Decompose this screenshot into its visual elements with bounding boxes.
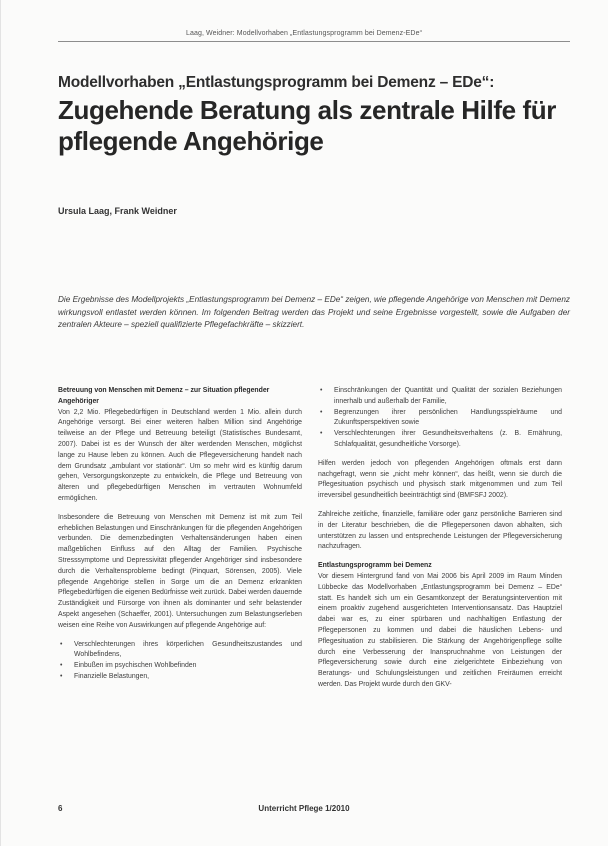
paragraph: Hilfen werden jedoch von pflegenden Angehörigen oftmals erst dann nachgefragt, wenn sie „nicht mehr können“, das heißt, wenn sie durch die Pflegesituation psychisch und physisch stark mitgenommen und zum Teil irreversibel gesundheitlich beeinträchtigt sind (BMFSFJ 2002). [318, 459, 562, 500]
left-column [58, 386, 302, 691]
page-number: 6 [58, 804, 63, 813]
paragraph: Zahlreiche zeitliche, finanzielle, familiäre oder ganz persönliche Barrieren sind in der Literatur beschrieben, die die Pflegepersonen davon abhalten, sich unterstützen zu lassen und entsprechende Leistungen der Pflegeversicherung nachzufragen. [318, 510, 562, 551]
list-item: • Begrenzungen ihrer persönlichen Handlungsspielräume und Zukunftsperspektiven sowie [318, 408, 562, 430]
section-heading-program: Entlastungsprogramm bei Demenz [318, 562, 432, 570]
header-rule [58, 41, 570, 42]
article-title: Zugehende Beratung als zentrale Hilfe für pflegende Angehörige [58, 95, 556, 156]
paragraph: Insbesondere die Betreuung von Menschen mit Demenz ist mit zum Teil erheblichen Belastungen und Einschränkungen für die pflegenden Angehörigen verbunden. Die demenzbedingten Verhaltensänderungen haben einen maßgeblichen Einfluss auf den Alltag der Familien. Psychische Stresssymptome und Depressivität pflegender Angehöriger sind insbesondere durch die Verhaltensprobleme bedingt (Pinquart, Sörensen, 2005). Viele pflegende Angehörige stellen in Sorge um die an Demenz erkrankten Pflegebedürftigen die eigenen Bedürfnisse weit zurück. Dabei werden dauernde Zuständigkeit und Fürsorge von ihnen als dominanter und sehr belastender Aspekt angesehen (Schaeffer, 2001). Untersuchungen zum Belastungserleben weisen eine Reihe von Auswirkungen auf pflegende Angehörige auf: [58, 513, 302, 629]
list-item: • Finanzielle Belastungen, [58, 672, 302, 683]
paragraph: Von 2,2 Mio. Pflegebedürftigen in Deutschland werden 1 Mio. allein durch Angehörige versorgt. Bei einer weiteren halben Million sind Angehörige teilweise an der Pflege und Betreuung beteiligt (Statistisches Bundesamt, 2007). Dabei ist es der Wunsch der älter werdenden Menschen, möglichst lange zu Hause leben zu können. Auch die Pflegeversicherung handelt nach dem Grundsatz „ambulant vor stationär“. Um so mehr wird es künftig darum gehen, Versorgungskonzepte zu entwickeln, die Pflege und Betreuung von älteren und pflegebedürftigen Menschen im vertrauten Wohnumfeld ermöglichen. [58, 408, 302, 502]
article-authors: Ursula Laag, Frank Weidner [58, 206, 177, 216]
paragraph: Vor diesem Hintergrund fand von Mai 2006 bis April 2009 im Raum Minden Lübbecke das Modellvorhaben „Entlastungsprogramm bei Demenz – EDe“ statt. Es handelt sich um ein Gesamtkonzept der Beratungsintervention mit einem proaktiv zugehend ausgerichteten Interventionsansatz. Das Hauptziel dabei war es, zu einer spürbaren und nachhaltigen Entlastung der Pflegepersonen zu kommen und dabei die häuslichen Lebens- und Pflegesituation zu stabilisieren. Die Stärkung der Angehörigenpflege sollte durch eine Verbesserung der Inanspruchnahme von Leistungen der Pflegeversicherung sowie durch eine zielgerichtete Einbeziehung von Beratungs- und Schulungsleistungen und zeitlichen Freiräumen erreicht werden. Das Projekt wurde durch den GKV- [318, 572, 562, 688]
running-head: Laag, Weidner: Modellvorhaben „Entlastungsprogramm bei Demenz-EDe“ [185, 30, 423, 37]
right-column [318, 386, 562, 699]
list-item: • Einschränkungen der Quantität und Qualität der sozialen Beziehungen innerhalb und außerhalb der Familie, [318, 386, 562, 408]
list-item: • Verschlechterungen ihrer Gesundheitsverhaltens (z. B. Ernährung, Schlafqualität, gesundheitliche Vorsorge). [318, 429, 562, 451]
list-item: • Verschlechterungen ihres körperlichen Gesundheitszustandes und Wohlbefindens, [58, 640, 302, 662]
bullet-list [58, 640, 302, 683]
journal-name: Unterricht Pflege 1/2010 [258, 804, 350, 813]
article-abstract: Die Ergebnisse des Modellprojekts „Entlastungsprogramm bei Demenz – EDe“ zeigen, wie pflegende Angehörige von Menschen mit Demenz wirkungsvoll entlastet werden können. Im folgenden Beitrag werden das Projekt und seine Ergebnisse vorgestellt, sowie die Aufgaben der zentralen Akteure – speziell qualifizierte Pflegefachkräfte – skizziert. [58, 295, 570, 329]
article-kicker: Modellvorhaben „Entlastungsprogramm bei Demenz – EDe“: [58, 74, 495, 91]
bullet-list [318, 386, 562, 451]
list-item: • Einbußen im psychischen Wohlbefinden [58, 661, 302, 672]
section-heading-situation: Betreuung von Menschen mit Demenz – zur Situation pflegender Angehöriger [58, 387, 270, 405]
